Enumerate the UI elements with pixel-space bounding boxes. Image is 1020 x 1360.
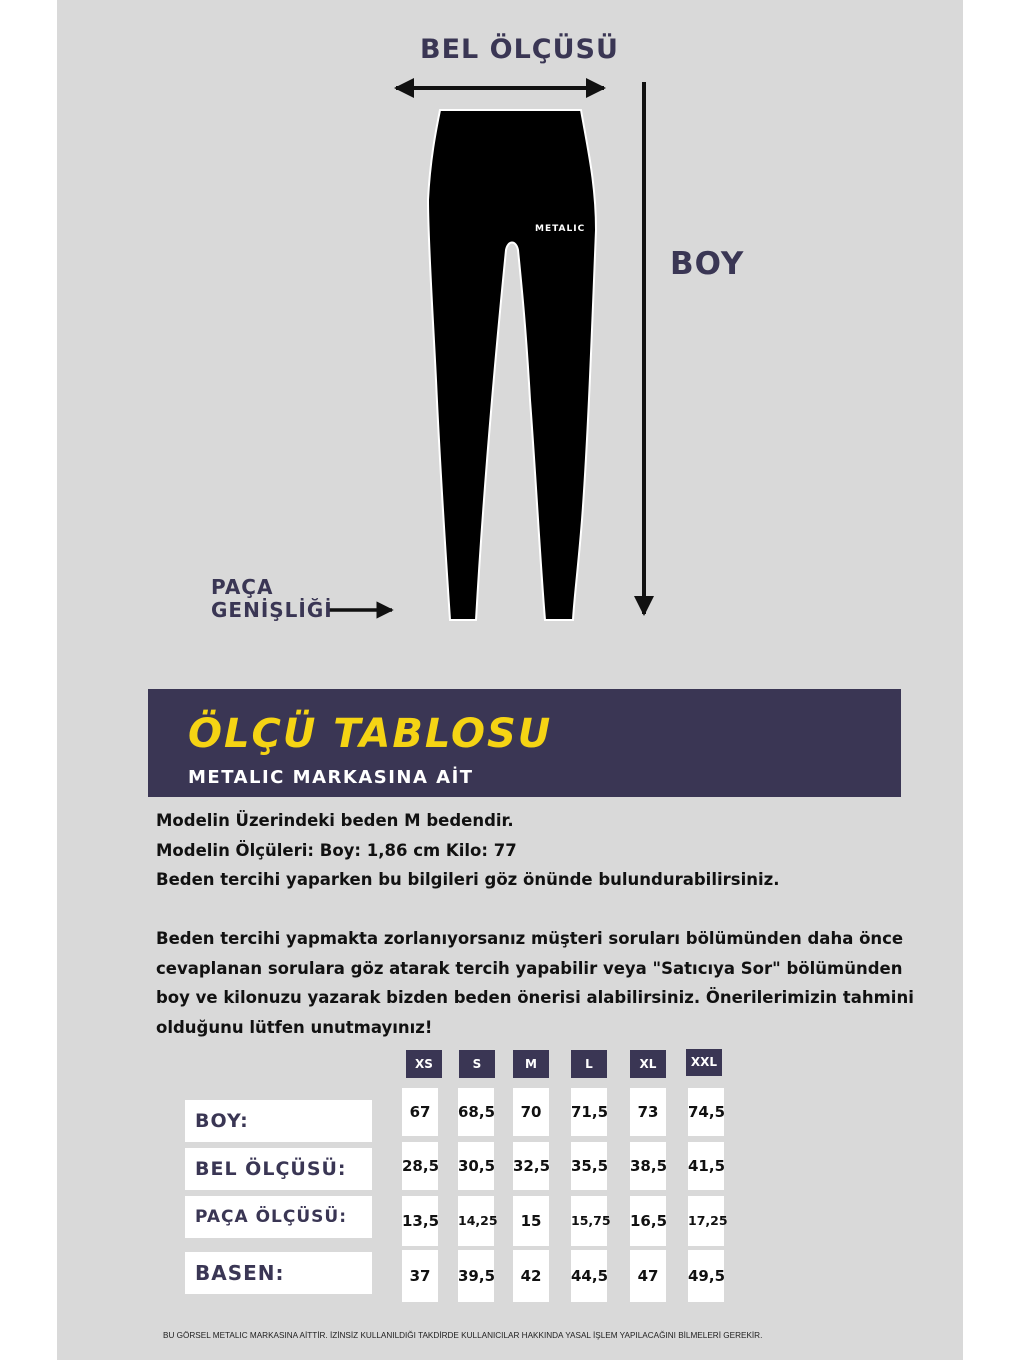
row-label-bel: BEL ÖLÇÜSÜ: [185, 1148, 372, 1190]
cell-xxl: 49,5 [688, 1250, 724, 1302]
hem-label-line2: GENİŞLİĞİ [211, 598, 333, 622]
cell-s: 68,5 [458, 1088, 494, 1136]
info-line: olduğunu lütfen unutmayınız! [156, 1017, 433, 1037]
row-label-paca: PAÇA ÖLÇÜSÜ: [185, 1196, 372, 1238]
cell-xxl: 17,25 [688, 1196, 724, 1246]
cell-m: 70 [513, 1088, 549, 1136]
row-label-boy: BOY: [185, 1100, 372, 1142]
cell-xl: 16,5 [630, 1196, 666, 1246]
brand-print: METALIC [535, 224, 586, 234]
cell-xs: 37 [402, 1250, 438, 1302]
info-line: Beden tercihi yaparken bu bilgileri göz önünde bulundurabilirsiniz. [156, 870, 780, 889]
cell-l: 35,5 [571, 1142, 607, 1190]
cell-xxl: 41,5 [688, 1142, 724, 1190]
cell-l: 71,5 [571, 1088, 607, 1136]
cell-xs: 67 [402, 1088, 438, 1136]
model-info [156, 806, 780, 895]
banner-subtitle: METALIC MARKASINA AİT [188, 767, 474, 788]
cell-s: 30,5 [458, 1142, 494, 1190]
size-header-xxl: XXL [686, 1049, 722, 1076]
cell-xxl: 74,5 [688, 1088, 724, 1136]
advice-paragraph [156, 924, 914, 1042]
cell-m: 32,5 [513, 1142, 549, 1190]
size-header-xl: XL [630, 1050, 666, 1078]
length-label: BOY [670, 246, 745, 282]
info-line: Modelin Ölçüleri: Boy: 1,86 cm Kilo: 77 [156, 840, 517, 860]
cell-m: 42 [513, 1250, 549, 1302]
cell-xl: 38,5 [630, 1142, 666, 1190]
cell-xs: 13,5 [402, 1196, 438, 1246]
row-label-basen: BASEN: [185, 1252, 372, 1294]
size-chart-banner [148, 689, 901, 797]
cell-xl: 47 [630, 1250, 666, 1302]
leggings-diagram [0, 0, 1020, 660]
size-header-s: S [459, 1050, 495, 1078]
banner-title: ÖLÇÜ TABLOSU [188, 711, 553, 757]
cell-xl: 73 [630, 1088, 666, 1136]
info-line: boy ve kilonuzu yazarak bizden beden önerisi alabilirsiniz. Önerilerimizin tahmini [156, 988, 914, 1007]
waist-label: BEL ÖLÇÜSÜ [420, 34, 619, 65]
info-line: Beden tercihi yapmakta zorlanıyorsanız müşteri soruları bölümünden daha önce [156, 929, 904, 948]
hem-label-line1: PAÇA [211, 575, 274, 599]
cell-l: 44,5 [571, 1250, 607, 1302]
size-header-l: L [571, 1050, 607, 1078]
size-header-xs: XS [406, 1050, 442, 1078]
cell-xs: 28,5 [402, 1142, 438, 1190]
info-line: cevaplanan sorulara göz atarak tercih yapabilir veya "Satıcıya Sor" bölümünden [156, 958, 903, 978]
cell-m: 15 [513, 1196, 549, 1246]
leggings-shape [428, 110, 596, 620]
cell-s: 39,5 [458, 1250, 494, 1302]
cell-s: 14,25 [458, 1196, 494, 1246]
copyright-footer: BU GÖRSEL METALIC MARKASINA AİTTİR. İZİNSİZ KULLANILDIĞI TAKDİRDE KULLANICILAR HAKKINDA YASAL İŞLEM YAPILACAĞINI BİLMELERİ GEREKİR. [163, 1331, 763, 1340]
info-line: Modelin Üzerindeki beden M bedendir. [156, 811, 514, 830]
cell-l: 15,75 [571, 1196, 607, 1246]
size-header-m: M [513, 1050, 549, 1078]
